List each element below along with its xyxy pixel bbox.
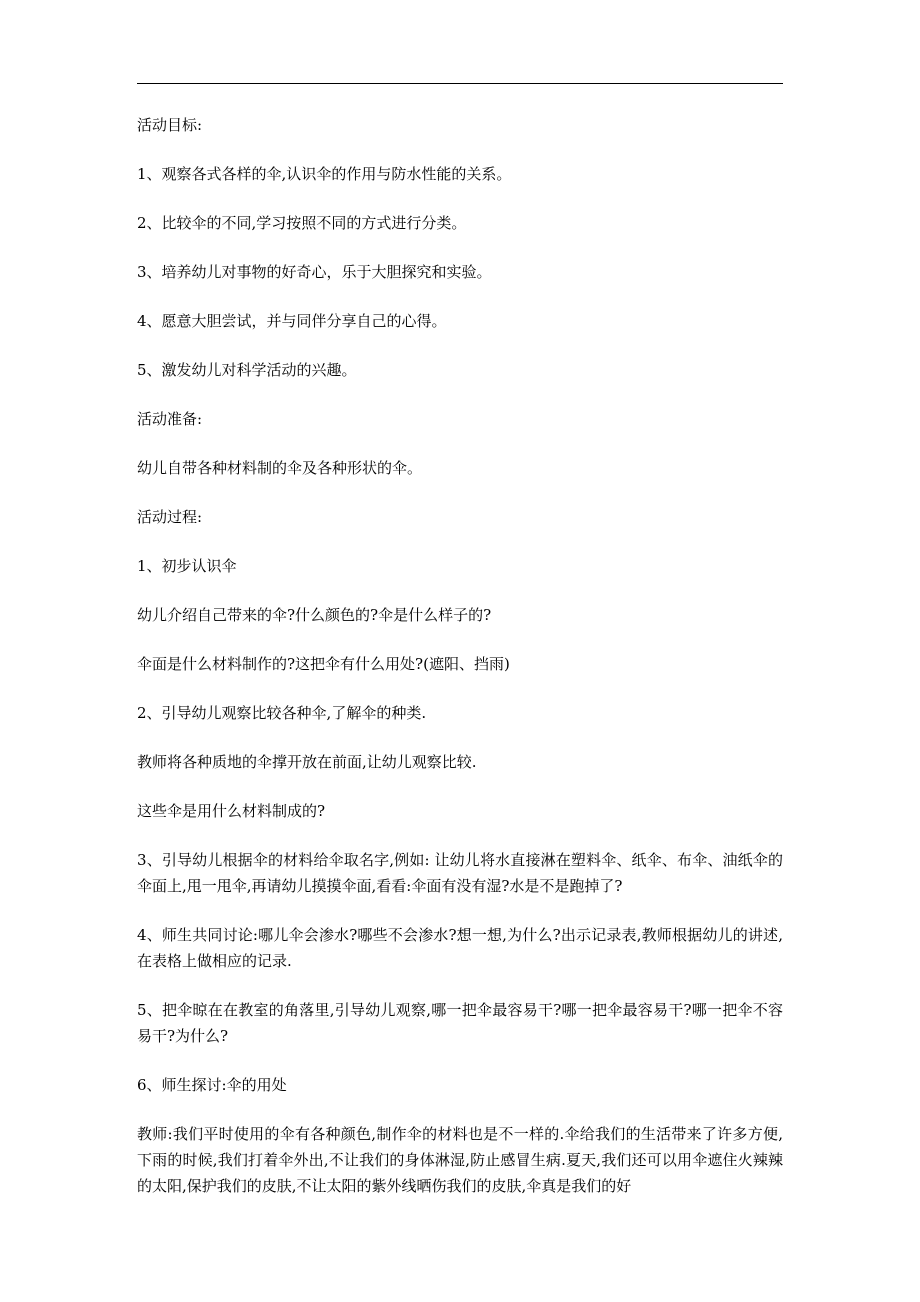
process-step-1: 1、初步认识伞 xyxy=(137,557,237,575)
goal-item-1: 1、观察各式各样的伞,认识伞的作用与防水性能的关系。 xyxy=(137,165,512,183)
process-step-5: 5、把伞晾在在教室的角落里,引导幼儿观察,哪一把伞最容易干?哪一把伞最容易干?哪一把伞不容易干?为什么? xyxy=(137,1001,783,1045)
preparation-text: 幼儿自带各种材料制的伞及各种形状的伞。 xyxy=(137,459,423,477)
process-step-2: 2、引导幼儿观察比较各种伞,了解伞的种类. xyxy=(137,704,427,722)
process-paragraph: 这些伞是用什么材料制成的? xyxy=(137,802,326,820)
process-step-6: 6、师生探讨:伞的用处 xyxy=(137,1076,287,1094)
section-heading-process: 活动过程: xyxy=(137,508,203,526)
goal-item-5: 5、激发幼儿对科学活动的兴趣。 xyxy=(137,361,357,379)
header-rule xyxy=(137,83,783,84)
section-heading-preparation: 活动准备: xyxy=(137,410,203,428)
process-paragraph: 伞面是什么材料制作的?这把伞有什么用处?(遮阳、挡雨) xyxy=(137,655,510,673)
teacher-speech: 教师:我们平时使用的伞有各种颜色,制作伞的材料也是不一样的.伞给我们的生活带来了许多方便,下雨的时候,我们打着伞外出,不让我们的身体淋湿,防止感冒生病.夏天,我们还可以用伞遮住火辣辣的太阳,保护我们的皮肤,不让太阳的紫外线晒伤我们的皮肤,伞真是我们的好 xyxy=(137,1125,783,1195)
goal-item-2: 2、比较伞的不同,学习按照不同的方式进行分类。 xyxy=(137,214,467,232)
process-step-3: 3、引导幼儿根据伞的材料给伞取名字,例如: 让幼儿将水直接淋在塑料伞、纸伞、布伞、油纸伞的伞面上,甩一甩伞,再请幼儿摸摸伞面,看看:伞面有没有湿?水是不是跑掉了? xyxy=(137,851,783,895)
goal-item-4: 4、愿意大胆尝试，并与同伴分享自己的心得。 xyxy=(137,312,447,330)
process-paragraph: 幼儿介绍自己带来的伞?什么颜色的?伞是什么样子的? xyxy=(137,606,492,624)
process-step-4: 4、师生共同讨论:哪儿伞会渗水?哪些不会渗水?想一想,为什么?出示记录表,教师根据幼儿的讲述,在表格上做相应的记录. xyxy=(137,926,783,970)
process-paragraph: 教师将各种质地的伞撑开放在前面,让幼儿观察比较. xyxy=(137,753,477,771)
section-heading-goals: 活动目标: xyxy=(137,116,203,134)
document-body xyxy=(137,112,783,1222)
goal-item-3: 3、培养幼儿对事物的好奇心，乐于大胆探究和实验。 xyxy=(137,263,492,281)
